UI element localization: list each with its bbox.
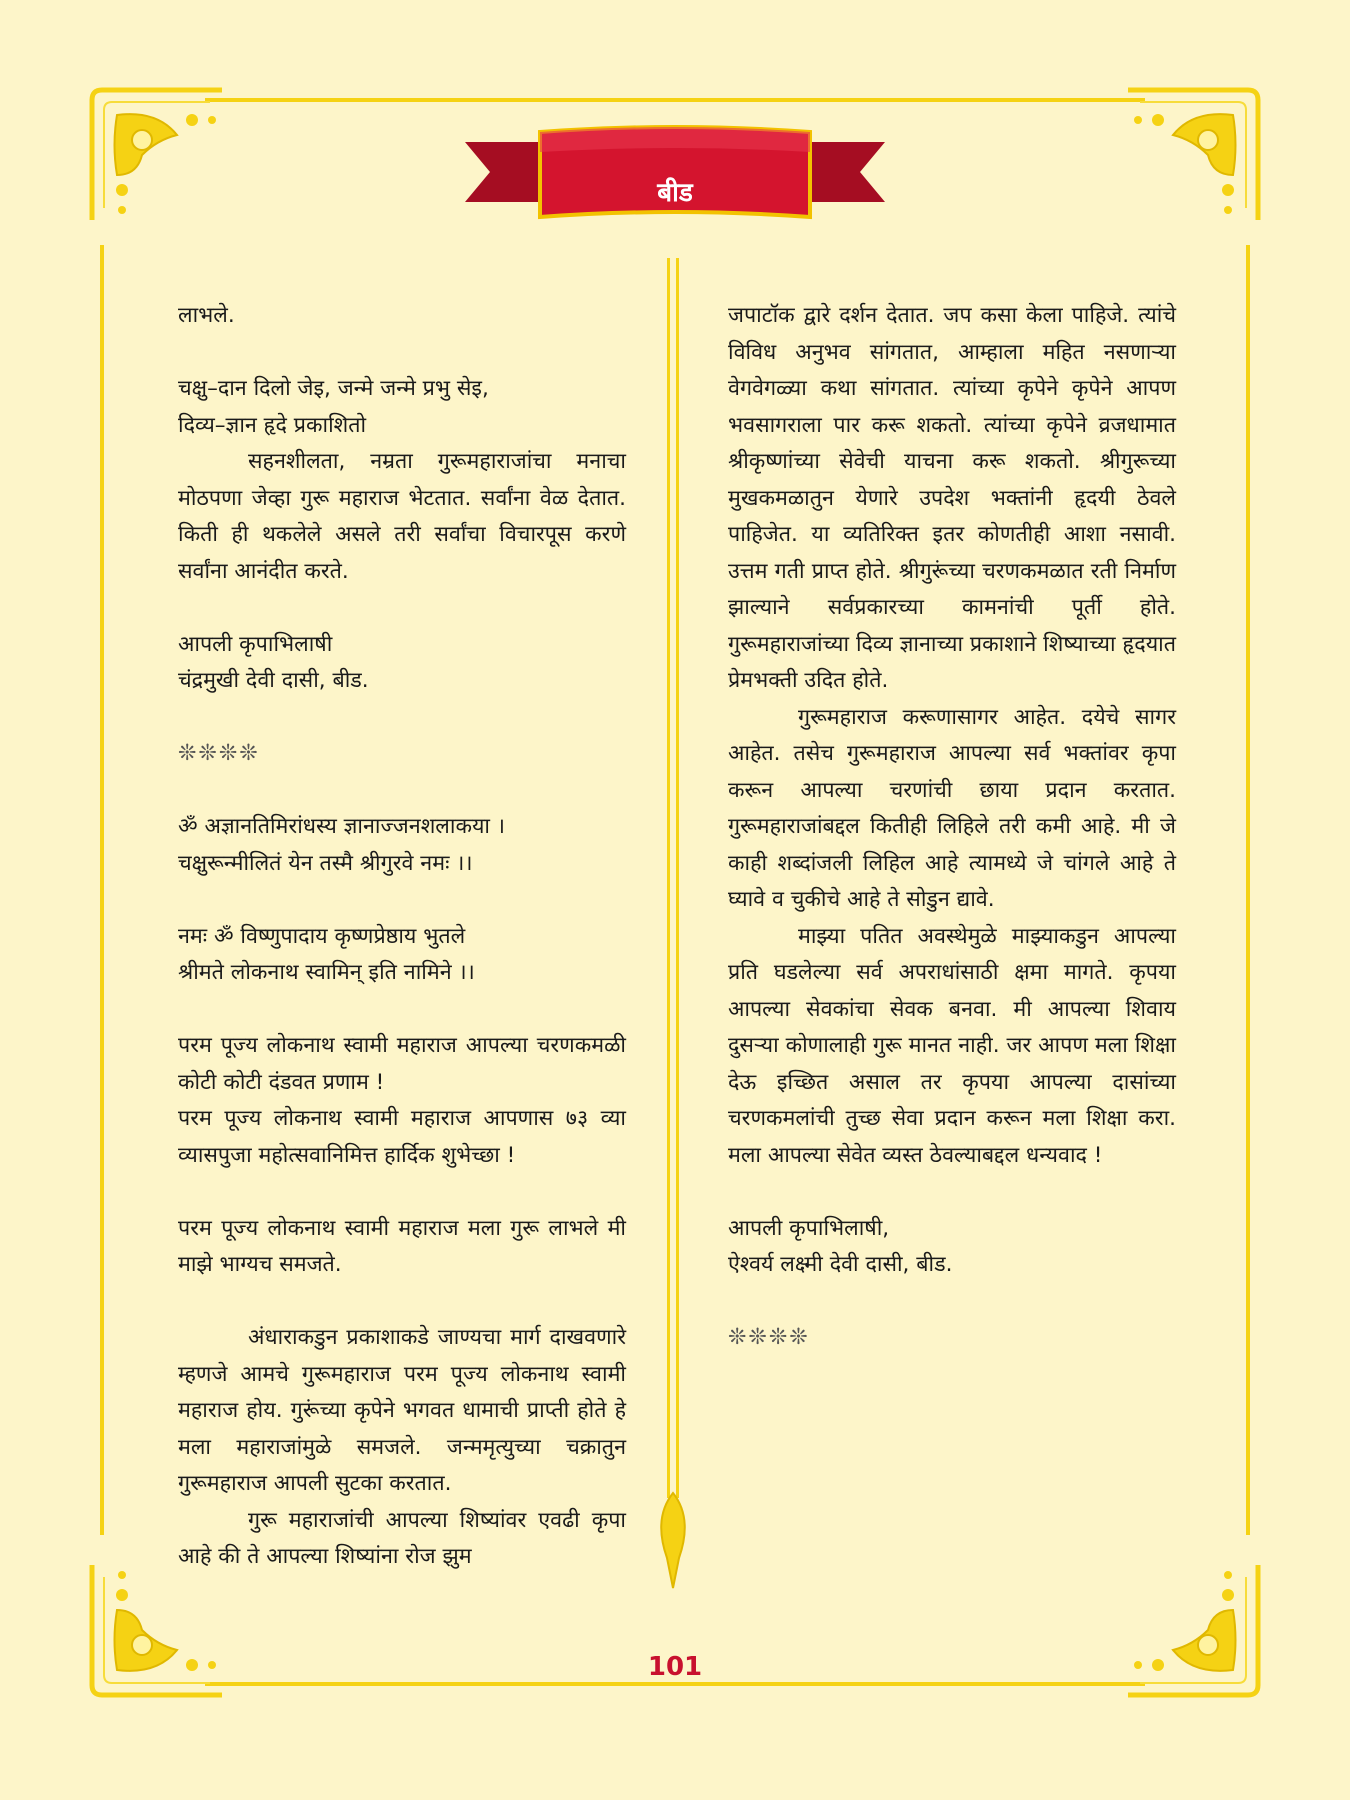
right-paragraph-1: जपाटॉक द्वारे दर्शन देतात. जप कसा केला पाहिजे. त्यांचे विविध अनुभव सांगतात, आम्हाला महित नसणाऱ्या वेगवेगळ्या कथा सांगतात. त्यांच्या कृपेने कृपेने आपण भवसागराला पार करू शकतो. त्यांच्या कृपेने व्रजधामात श्रीकृष्णांच्या सेवेची याचना करू शकतो. श्रीगुरूच्या मुखकमळातुन येणारे उपदेश भक्तांनी हृदयी ठेवले पाहिजेत. या व्यतिरिक्त इतर कोणतीही आशा नसावी. उत्तम गती प्राप्त होते. श्रीगुरूंच्या चरणकमळात रती निर्माण झाल्याने सर्वप्रकारच्या कामनांची पूर्ती होते. गुरूमहाराजांच्या दिव्य ज्ञानाच्या प्रकाशाने शिष्याच्या हृदयात प्रेमभक्ती उदित होते.: [728, 303, 1176, 693]
mantra-line: चक्षुरून्मीलितं येन तस्मै श्रीगुरवे नमः ।।: [178, 850, 473, 876]
verse-line: दिव्य–ज्ञान हृदे प्रकाशितो: [178, 412, 367, 438]
left-paragraph-5: परम पूज्य लोकनाथ स्वामी महाराज मला गुरू लाभले मी माझे भाग्यच समजते.: [178, 1215, 626, 1277]
frame-left-border: [100, 245, 104, 1535]
left-paragraph-2: सहनशीलता, नम्रता गुरूमहाराजांचा मनाचा मोठपणा जेव्हा गुरू महाराज भेटतात. सर्वांना वेळ देतात. किती ही थकलेले असले तरी सर्वांचा विचारपूस करणे सर्वांना आनंदीत करते.: [178, 449, 626, 584]
frame-top-border: [205, 98, 1145, 102]
verse-line: चक्षु–दान दिलो जेइ, जन्मे जन्मे प्रभु सेइ,: [178, 376, 489, 401]
frame-right-border: [1246, 245, 1250, 1535]
mantra-line: नमः ॐ विष्णुपादाय कृष्णप्रेष्ठाय भुतले: [178, 923, 466, 949]
signature-line: आपली कृपाभिलाषी: [178, 631, 333, 657]
left-column: [178, 298, 626, 1576]
floral-corner-bottom-right-icon: [1118, 1555, 1268, 1705]
right-column: [728, 298, 1176, 1357]
right-paragraph-3: माझ्या पतित अवस्थेमुळे माझ्याकडुन आपल्या प्रति घडलेल्या सर्व अपराधांसाठी क्षमा मागते. कृपया आपल्या सेवकांचा सेवक बनवा. मी आपल्या शिवाय दुसऱ्या कोणालाही गुरू मानत नाही. जर आपण मला शिक्षा देऊ इच्छित असाल तर कृपया आपल्या दासांच्या चरणकमलांची तुच्छ सेवा प्रदान करून मला शिक्षा करा. मला आपल्या सेवेत व्यस्त ठेवल्याबद्दल धन्यवाद !: [728, 923, 1176, 1168]
page-title: बीड: [657, 178, 693, 208]
page-number: 101: [647, 1652, 703, 1682]
left-paragraph-3: परम पूज्य लोकनाथ स्वामी महाराज आपल्या चरणकमळी कोटी कोटी दंडवत प्रणाम !: [178, 1033, 626, 1095]
mantra-line: श्रीमते लोकनाथ स्वामिन् इति नामिने ।।: [178, 960, 475, 985]
left-paragraph-4: परम पूज्य लोकनाथ स्वामी महाराज आपणास ७३ व्या व्यासपुजा महोत्सवानिमित्त हार्दिक शुभेच्छा !: [178, 1106, 626, 1168]
section-separator: ❊❊❊❊: [178, 741, 260, 766]
right-paragraph-2: गुरूमहाराज करूणासागर आहेत. दयेचे सागर आहेत. तसेच गुरूमहाराज आपल्या सर्व भक्तांवर कृपा करून आपल्या चरणांची छाया प्रदान करतात. गुरूमहाराजांबद्दल कितीही लिहिले तरी कमी आहे. मी जे काही शब्दांजली लिहिल आहे त्यामध्ये जे चांगले आहे ते घ्यावे व चुकीचे आहे ते सोडुन द्यावे.: [728, 704, 1176, 912]
mantra-line: ॐ अज्ञानतिमिरांधस्य ज्ञानाज्जनशलाकया ।: [178, 814, 505, 839]
signature-line: आपली कृपाभिलाषी,: [728, 1215, 890, 1241]
floral-corner-top-right-icon: [1118, 80, 1268, 230]
left-paragraph-7: गुरू महाराजांची आपल्या शिष्यांवर एवढी कृपा आहे की ते आपल्या शिष्यांना रोज झुम: [178, 1507, 626, 1569]
section-separator: ❊❊❊❊: [728, 1325, 810, 1350]
left-paragraph-1: लाभले.: [178, 303, 235, 328]
floral-corner-top-left-icon: [82, 80, 232, 230]
signature-name: ऐश्वर्य लक्ष्मी देवी दासी, बीड.: [728, 1252, 953, 1277]
frame-bottom-border: [205, 1682, 1145, 1686]
left-paragraph-6: अंधाराकडुन प्रकाशाकडे जाण्यचा मार्ग दाखवणारे म्हणजे आमचे गुरूमहाराज परम पूज्य लोकनाथ स्वामी महाराज होय. गुरूंच्या कृपेने भगवत धामाची प्राप्ती होते हे मला महाराजांमुळे समजले. जन्ममृत्युच्या चक्रातुन गुरूमहाराज आपली सुटका करतात.: [178, 1325, 626, 1496]
signature-name: चंद्रमुखी देवी दासी, बीड.: [178, 668, 369, 693]
floral-corner-bottom-left-icon: [82, 1555, 232, 1705]
pen-nib-divider-icon: [653, 258, 693, 1608]
